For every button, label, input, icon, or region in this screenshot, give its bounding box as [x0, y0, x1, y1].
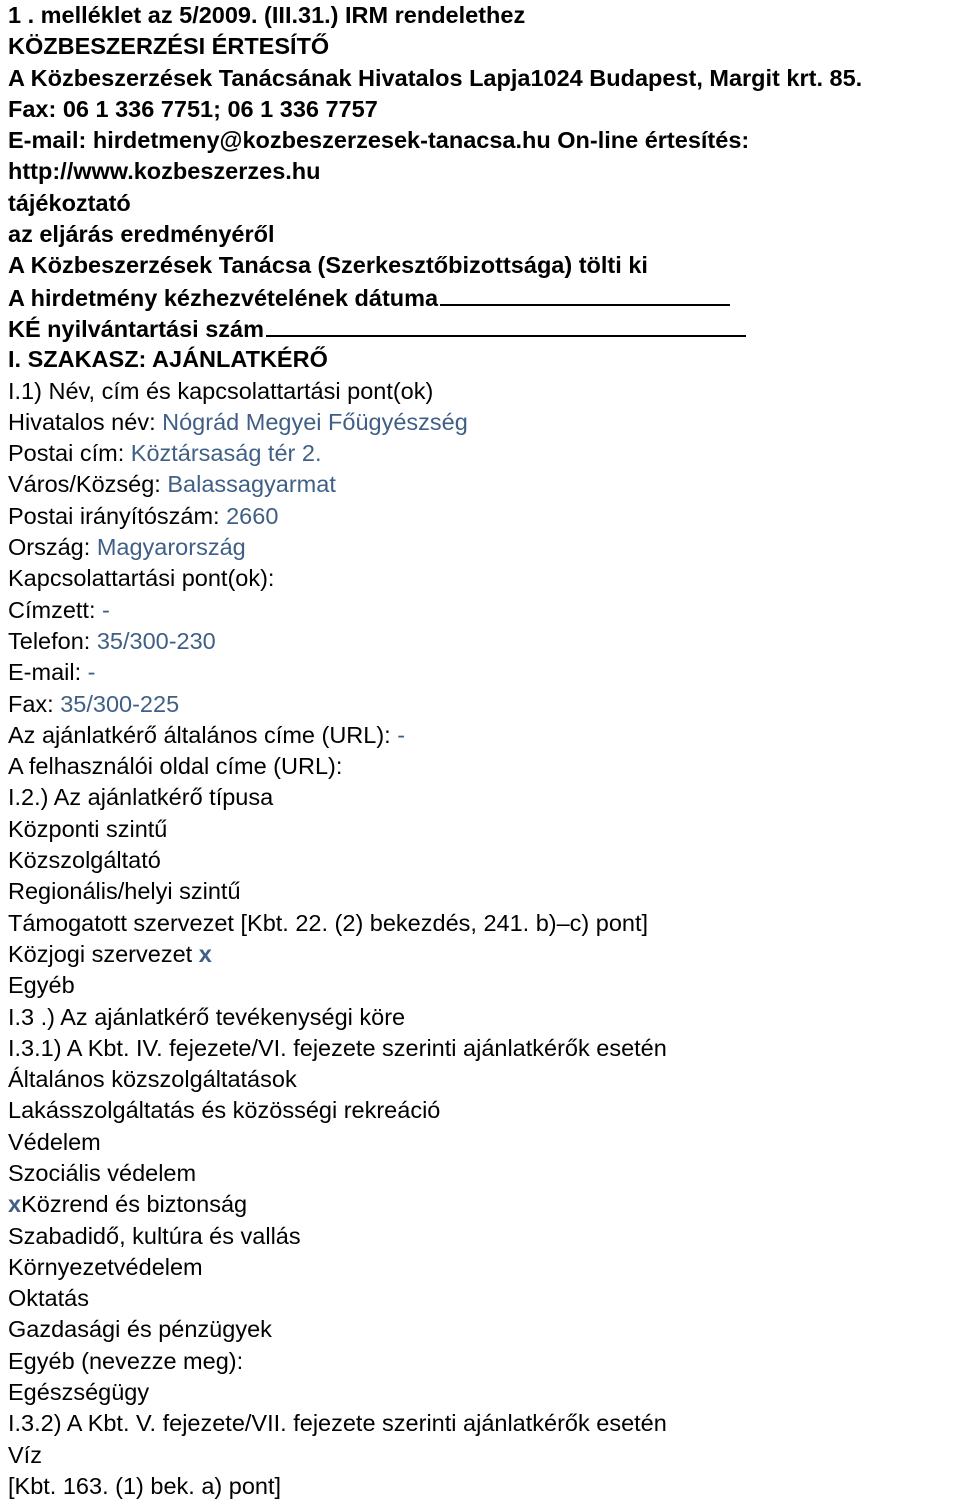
activity-option: Környezetvédelem	[8, 1253, 203, 1280]
activity-option: Általános közszolgáltatások	[8, 1066, 297, 1093]
public-law-checked-mark: x	[198, 940, 212, 967]
email-value: -	[87, 659, 96, 686]
email-online-line: E-mail: hirdetmeny@kozbeszerzesek-tanacsa.hu On-line értesítés:	[8, 127, 750, 154]
buyer-profile-label: A felhasználói oldal címe (URL):	[8, 753, 343, 780]
email-row	[8, 657, 952, 688]
activity-option: Szabadidő, kultúra és vallás	[8, 1222, 301, 1249]
fax-row	[8, 689, 952, 720]
activity-option: Víz	[8, 1441, 42, 1468]
activity-option: Gazdasági és pénzügyek	[8, 1316, 272, 1343]
filled-by-note: A Közbeszerzések Tanácsa (Szerkesztőbizottsága) tölti ki	[8, 252, 648, 279]
city-row	[8, 469, 952, 500]
phone-label: Telefon:	[8, 627, 97, 654]
receipt-date-field[interactable]	[440, 282, 730, 306]
phone-value: 35/300-230	[96, 627, 216, 654]
buyer-type-option: Közszolgáltató	[8, 847, 161, 874]
activity-option: Egészségügy	[8, 1379, 150, 1406]
activity-checked-mark: x	[8, 1191, 22, 1218]
postal-address-row	[8, 438, 952, 469]
activity-option: Egyéb (nevezze meg):	[8, 1347, 244, 1374]
ke-number-label: KÉ nyilvántartási szám	[8, 315, 264, 342]
receipt-date-row	[8, 282, 952, 313]
addressee-label: Címzett:	[8, 596, 103, 623]
buyer-type-option: Egyéb	[8, 972, 75, 999]
journal-title: KÖZBESZERZÉSI ÉRTESÍTŐ	[8, 33, 330, 60]
activity-option: Oktatás	[8, 1285, 89, 1312]
activity-option: Szociális védelem	[8, 1159, 197, 1186]
addressee-value: -	[102, 596, 110, 623]
activity-option-checked	[8, 1189, 952, 1220]
postcode-value: 2660	[226, 502, 279, 529]
country-label: Ország:	[8, 534, 97, 561]
document-page	[8, 0, 952, 1502]
document-type: tájékoztató	[8, 189, 131, 216]
buyer-type-heading: I.2.) Az ajánlatkérő típusa	[8, 784, 274, 811]
activity-option: Lakásszolgáltatás és közösségi rekreáció	[8, 1097, 441, 1124]
contact-heading: I.1) Név, cím és kapcsolattartási pont(ok)	[8, 377, 434, 404]
official-name-label: Hivatalos név:	[8, 408, 163, 435]
website-url: http://www.kozbeszerzes.hu	[8, 158, 321, 185]
activity-heading: I.3 .) Az ajánlatkérő tevékenységi köre	[8, 1003, 406, 1030]
activity-subheading-2: I.3.2) A Kbt. V. fejezete/VII. fejezete szerinti ajánlatkérők esetén	[8, 1410, 667, 1437]
buyer-type-option: Központi szintű	[8, 815, 168, 842]
email-label: E-mail:	[8, 659, 88, 686]
section-title: I. SZAKASZ: AJÁNLATKÉRŐ	[8, 346, 328, 373]
official-name-row	[8, 407, 952, 438]
country-row	[8, 532, 952, 563]
document-subject: az eljárás eredményéről	[8, 221, 275, 248]
general-url-label: Az ajánlatkérő általános címe (URL):	[8, 721, 398, 748]
ke-number-field[interactable]	[266, 313, 746, 337]
fax-value: 35/300-225	[60, 690, 180, 717]
ke-number-row	[8, 313, 952, 344]
buyer-type-option: Támogatott szervezet [Kbt. 22. (2) bekezdés, 241. b)–c) pont]	[8, 909, 649, 936]
activity-checked-label: Közrend és biztonság	[21, 1191, 248, 1218]
contact-points-label: Kapcsolattartási pont(ok):	[8, 565, 275, 592]
annex-reference: 1 . melléklet az 5/2009. (III.31.) IRM rendelethez	[8, 2, 526, 28]
fax-numbers: Fax: 06 1 336 7751; 06 1 336 7757	[8, 95, 378, 122]
city-label: Város/Község:	[8, 471, 168, 498]
publisher-address: A Közbeszerzések Tanácsának Hivatalos Lapja1024 Budapest, Margit krt. 85.	[8, 64, 863, 91]
postal-address-label: Postai cím:	[8, 440, 131, 467]
postcode-label: Postai irányítószám:	[8, 502, 227, 529]
phone-row	[8, 626, 952, 657]
general-url-row	[8, 720, 952, 751]
legal-reference: [Kbt. 163. (1) bek. a) pont]	[8, 1472, 282, 1499]
postcode-row	[8, 501, 952, 532]
fax-label: Fax:	[8, 690, 61, 717]
addressee-row	[8, 595, 952, 626]
receipt-date-label: A hirdetmény kézhezvételének dátuma	[8, 284, 439, 311]
buyer-type-option: Regionális/helyi szintű	[8, 878, 241, 905]
general-url-value: -	[397, 721, 406, 748]
city-value: Balassagyarmat	[167, 471, 336, 498]
activity-option: Védelem	[8, 1128, 101, 1155]
postal-address-value: Köztársaság tér 2.	[130, 440, 322, 467]
activity-subheading-1: I.3.1) A Kbt. IV. fejezete/VI. fejezete szerinti ajánlatkérők esetén	[8, 1034, 667, 1061]
buyer-type-option-public-law	[8, 939, 952, 970]
country-value: Magyarország	[96, 534, 246, 561]
official-name-value: Nógrád Megyei Főügyészség	[162, 408, 468, 435]
public-law-label: Közjogi szervezet	[8, 940, 199, 967]
